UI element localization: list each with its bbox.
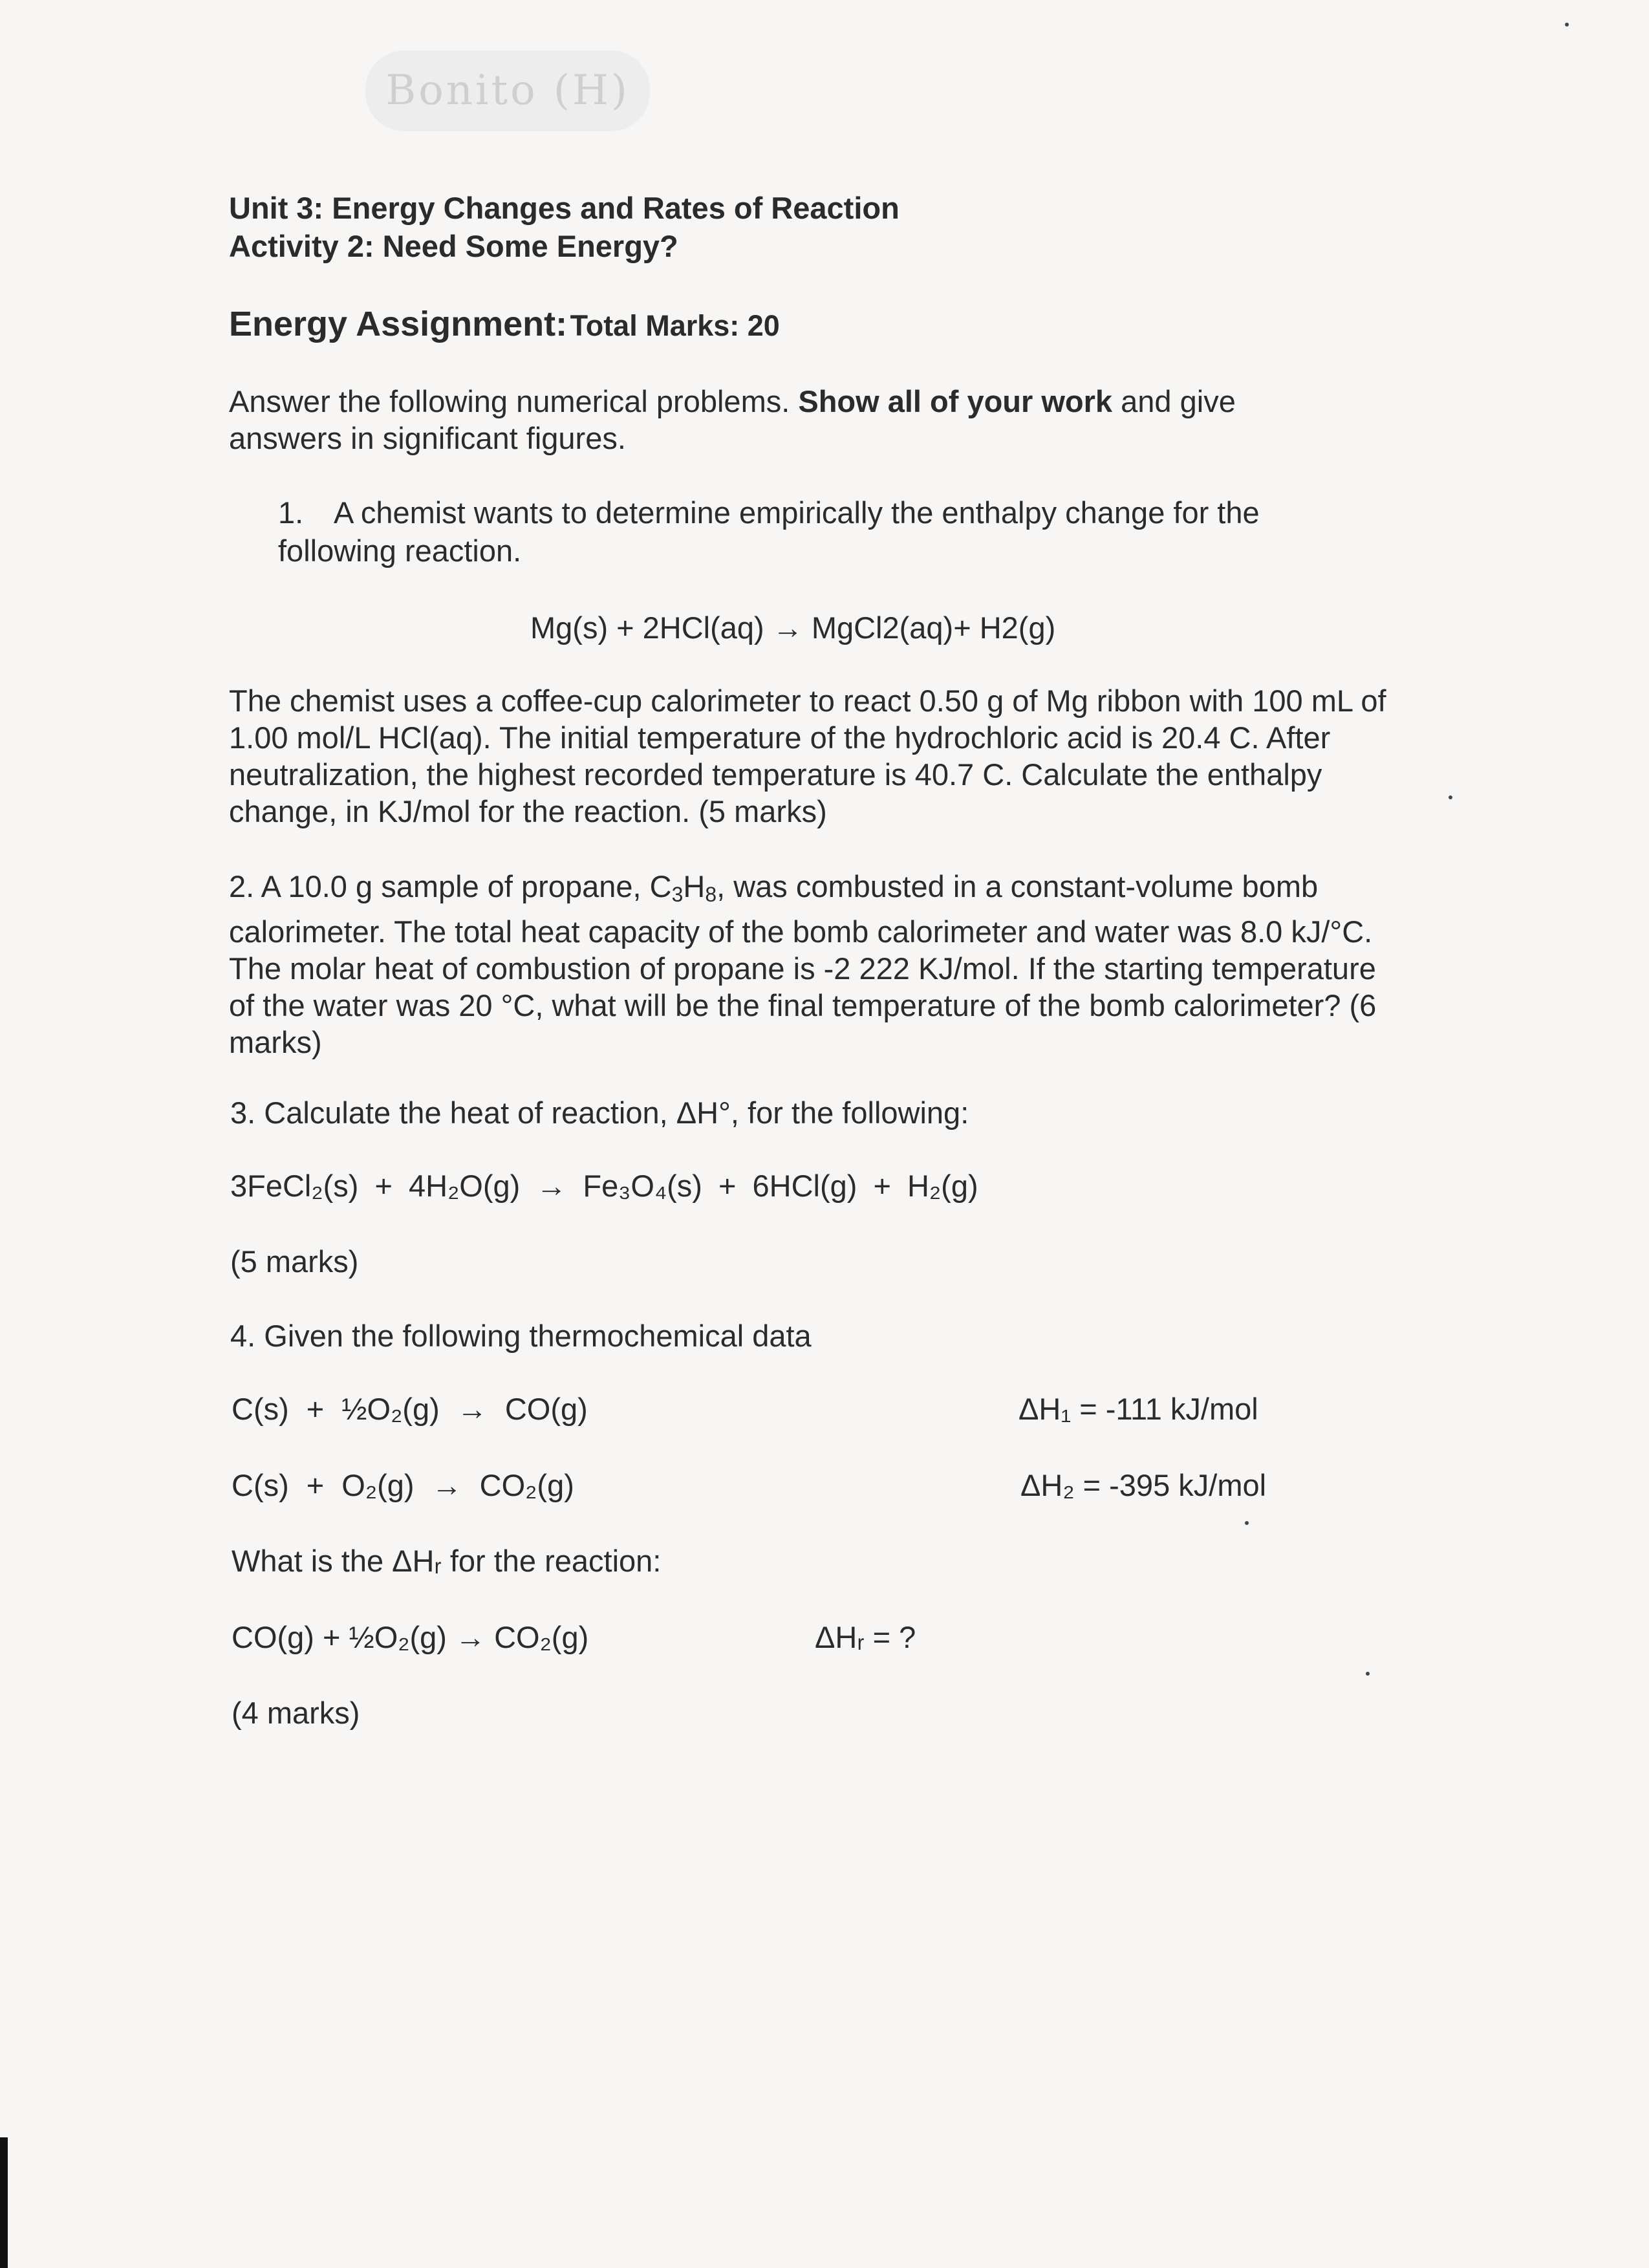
question-1-intro [278,493,1352,570]
propane-subscript-h: 8 [705,883,717,907]
question-2 [229,868,1386,1061]
question-1-body: The chemist uses a coffee-cup calorimeter to react 0.50 g of Mg ribbon with 100 mL of 1.00 mol/L HCl(aq). The initial temperature of the hydrochloric acid is 20.4 C. After neutralization, the highest recorded temperature is 40.7 C. Calculate the enthalpy change, in KJ/mol for the reaction. (5 marks) [229,684,1386,828]
propane-h: H [683,869,706,903]
question-4-target-enthalpy: ΔHᵣ = ? [815,1620,916,1654]
question-4-enthalpy-2: ΔH₂ = -395 kJ/mol [1020,1468,1267,1502]
question-4-enthalpy-1: ΔH₁ = -111 kJ/mol [1018,1392,1258,1426]
instructions [229,383,1341,457]
question-1-text: A chemist wants to determine empirically the enthalpy change for the following reaction. [278,495,1260,568]
scan-edge-mark [0,2137,8,2268]
paper-speck [1245,1521,1249,1525]
paper-speck [1366,1672,1370,1676]
question-3-prompt: 3. Calculate the heat of reaction, ΔH°, for the following: [230,1096,969,1130]
question-1-reaction: Mg(s) + 2HCl(aq) → MgCl2(aq)+ H2(g) [530,610,1056,645]
question-2-text-before: 2. A 10.0 g sample of propane, C [229,869,672,903]
question-4-equation-1: C(s) + ½O₂(g) → CO(g) [232,1392,588,1426]
question-4-prompt: 4. Given the following thermochemical data [230,1319,812,1353]
total-marks: Total Marks: 20 [570,309,780,342]
question-4-question: What is the ΔHᵣ for the reaction: [232,1544,662,1578]
paper-speck [1449,795,1452,799]
question-4-marks: (4 marks) [232,1696,360,1730]
question-2-text-after: , was combusted in a constant-volume bomb calorimeter. The total heat capacity of the bomb calorimeter and water was 8.0 kJ/°C. The molar heat of combustion of propane is -2 222 KJ/mol. If the starting temperature of the water was 20 °C, what will be the final temperature of the bomb calorimeter? (6 marks) [229,869,1377,1060]
question-3-reaction: 3FeCl₂(s) + 4H₂O(g) → Fe₃O₄(s) + 6HCl(g) + H₂(g) [230,1169,978,1203]
question-1-number: 1. [278,495,304,530]
paper-speck [1565,23,1569,27]
assignment-title-line [229,304,780,344]
instructions-pre: Answer the following numerical problems. [229,384,790,418]
activity-heading: Activity 2: Need Some Energy? [229,229,678,263]
propane-subscript-c: 3 [671,883,684,907]
instructions-post: and give answers in significant figures. [229,384,1236,455]
faint-name-stamp: Bonito (H) [365,50,650,131]
assignment-title: Energy Assignment: [229,305,568,343]
instructions-bold: Show all of your work [798,384,1113,418]
question-3-marks: (5 marks) [230,1244,359,1279]
unit-heading: Unit 3: Energy Changes and Rates of Reaction [229,191,900,225]
question-4-equation-2: C(s) + O₂(g) → CO₂(g) [232,1468,574,1502]
question-4-target-reaction: CO(g) + ½O₂(g) → CO₂(g) [232,1620,589,1654]
